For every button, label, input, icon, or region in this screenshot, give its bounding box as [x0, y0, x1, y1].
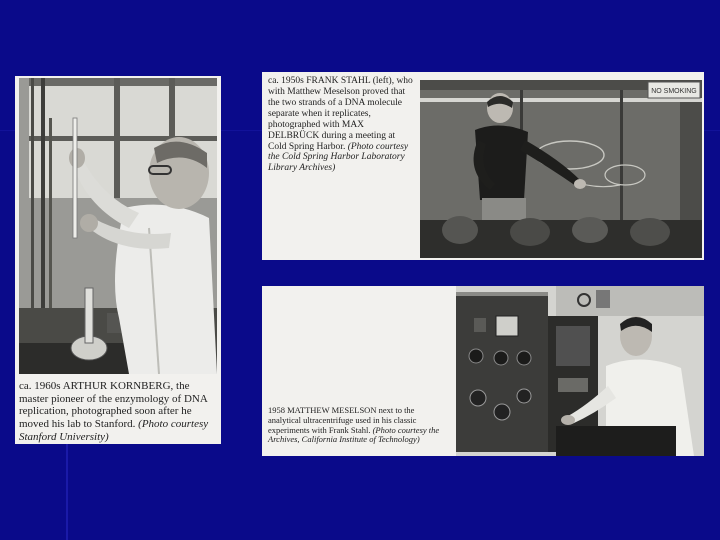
- meselson-caption-credit: (Photo courtesy the Archives, California Institute of Technology): [268, 424, 440, 445]
- stahl-caption-text: ca. 1950s FRANK STAHL (left), who with Matthew Meselson proved that the two strands of a DNA molecule separate when it replicates, photographed with MAX DELBRÜCK during a meeting at Cold Spring Harbor.: [268, 76, 413, 152]
- background-line-left: [66, 440, 68, 540]
- meselson-caption-text: 1958 MATTHEW MESELSON next to the analytical ultracentrifuge used in his classic experiments with Frank Stahl.: [268, 405, 417, 435]
- meselson-caption: [268, 406, 446, 445]
- kornberg-caption-text: ca. 1960s ARTHUR KORNBERG, the master pioneer of the enzymology of DNA replication, photographed soon after he moved his lab to Stanford.: [19, 380, 208, 430]
- kornberg-caption: [19, 380, 219, 443]
- meselson-photo-panel: [262, 286, 704, 456]
- stahl-photo-panel: [262, 72, 704, 260]
- stahl-caption: [268, 76, 414, 174]
- stahl-photo: [420, 80, 702, 258]
- kornberg-caption-credit: (Photo courtesy Stanford University): [19, 417, 209, 443]
- kornberg-photo-panel: [15, 76, 221, 444]
- stahl-caption-credit: (Photo courtesy the Cold Spring Harbor Laboratory Library Archives): [268, 141, 409, 174]
- no-smoking-sign: NO SMOKING: [651, 88, 697, 95]
- kornberg-photo: [19, 78, 217, 374]
- meselson-photo: [456, 286, 704, 456]
